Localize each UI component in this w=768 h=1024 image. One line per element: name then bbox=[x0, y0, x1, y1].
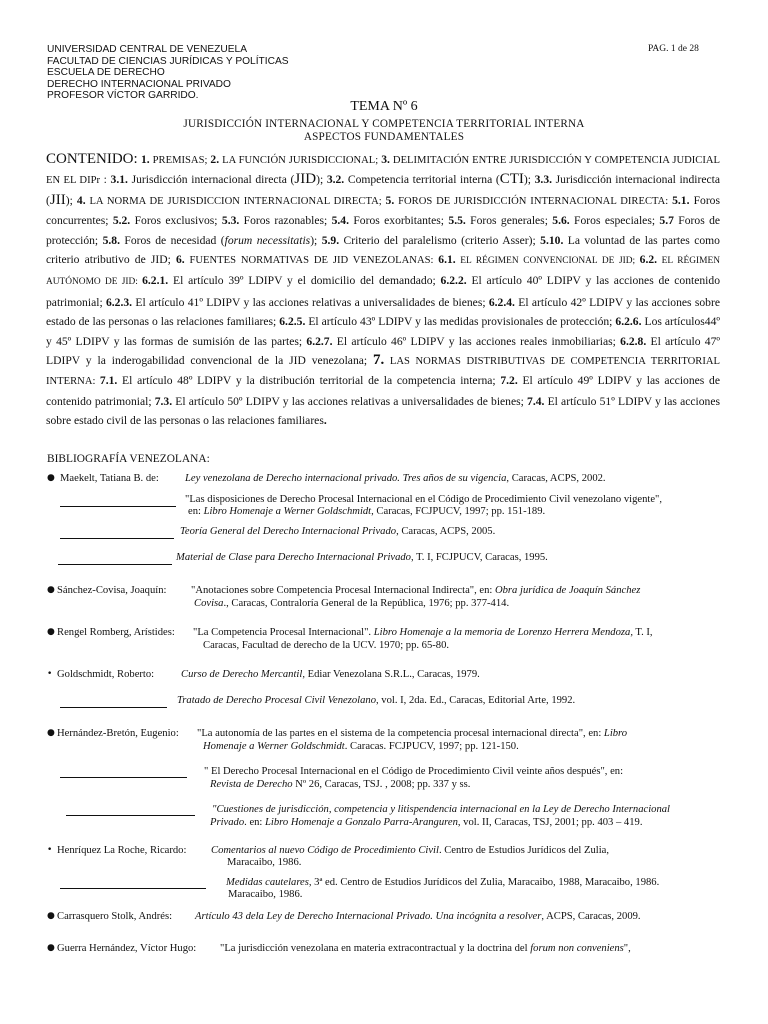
item-text: . bbox=[323, 414, 327, 428]
ditto-line bbox=[60, 707, 167, 708]
item-text: El artículo 39º LDIPV y el domicilio del demandado; bbox=[168, 274, 441, 288]
item-number: 5.9. bbox=[321, 233, 340, 247]
item-text: La voluntad de las partes como criterio atributivo de JID; bbox=[46, 233, 720, 267]
bullet-icon: ● bbox=[47, 911, 55, 921]
bib-title: forum non conveniens bbox=[530, 943, 624, 954]
item-text: ); bbox=[65, 193, 77, 207]
item-number: 6.2.5. bbox=[279, 315, 306, 329]
bullet-icon: ● bbox=[47, 943, 55, 953]
item-number: 4. bbox=[76, 193, 86, 207]
bib-details: "La jurisdicción venezolana en materia extracontractual y la doctrina del bbox=[220, 943, 531, 954]
bib-entry-line: Caracas, Facultad de derecho de la UCV. 1970; pp. 65-80. bbox=[203, 640, 450, 651]
item-text: El artículo 50º LDIPV y las acciones relativas a universalidades de bienes; bbox=[172, 394, 528, 408]
header-line: PROFESOR VÍCTOR GARRIDO. bbox=[47, 90, 199, 102]
item-text: Jurisdicción internacional indirecta ( bbox=[46, 173, 721, 207]
header-line: DERECHO INTERNACIONAL PRIVADO bbox=[47, 78, 231, 90]
item-number: 5.5. bbox=[448, 214, 466, 228]
header-line: ESCUELA DE DERECHO bbox=[47, 67, 165, 79]
bib-entry-line bbox=[193, 627, 653, 640]
bib-entry-line: " El Derecho Procesal Internacional en el Código de Procedimiento Civil veinte años después", en: bbox=[204, 766, 624, 777]
bib-entry-line bbox=[210, 817, 642, 830]
bib-title: Homenaje a Werner Goldschmidt bbox=[203, 741, 345, 752]
item-number: 3.1. bbox=[110, 173, 128, 187]
bib-details: T. I, bbox=[632, 627, 653, 638]
item-number: 5.1. bbox=[672, 193, 690, 207]
item-text: El artículo 40º LDIPV y las acciones de contenido patrimonial; bbox=[46, 274, 720, 309]
topic-subtitle: JURISDICCIÓN INTERNACIONAL Y COMPETENCIA TERRITORIAL INTERNA bbox=[183, 118, 585, 130]
page-number: PAG. 1 de 28 bbox=[648, 44, 699, 54]
item-number: 6. bbox=[175, 253, 185, 267]
contents-paragraph: CONTENIDO: 1. PREMISAS; 2. LA FUNCIÓN JURISDICCIONAL; 3. DELIMITACIÓN ENTRE JURISDICCIÓN Y COMPETENCIA JUDICIAL EN EL DIPr : 3.1. Jurisdicción internacional directa (JID); 3.2. Competencia territorial interna (CTI); 3.3. Jurisdicción internacional indirecta (JII); 4. LA NORMA DE JURISDICCION INTERNACIONAL DIRECTA; 5. FOROS DE JURISDICCIÓN INTERNACIONAL DIRECTA: 5.1. Foros concurrentes; 5.2. Foros exclusivos; 5.3. Foros razonables; 5.4. Foros exorbitantes; 5.5. Foros generales; 5.6. Foros especiales; 5.7 Foros de protección; 5.8. Foros de necesidad (forum necessitatis); 5.9. Criterio del paralelismo (criterio Asser); 5.10. La voluntad de las partes como criterio atributivo de JID; 6. FUENTES NORMATIVAS DE JID VENEZOLANAS: 6.1. EL RÉGIMEN CONVENCIONAL DE JID; 6.2. EL RÉGIMEN AUTÓNOMO DE JID: 6.2.1. El artículo 39º LDIPV y el domicilio del demandado; 6.2.2. El artículo 40º LDIPV y las acciones de contenido patrimonial; 6.2.3. El artículo 41º LDIPV y las acciones relativas a universalidades de bienes; 6.2.4. El artículo 42º LDIPV y las acciones sobre estado de las personas o las relaciones familiares; 6.2.5. El artículo 43º LDIPV y las medidas provisionales de protección; 6.2.6. Los artículos44º y 45º LDIPV y las formas de sumisión de las partes; 6.2.7. El artículo 46º LDIPV y las acciones reales inmobiliarias; 6.2.8. El artículo 47º LDIPV y la inderogabilidad convencional de la JID venezolana; 7. LAS NORMAS DISTRIBUTIVAS DE COMPETENCIA TERRITORIAL INTERNA: 7.1. El artículo 48º LDIPV y la distribución territorial de la competencia interna; 7.2. El artículo 49º LDIPV y las acciones de contenido patrimonial; 7.3. El artículo 50º LDIPV y las acciones relativas a universalidades de bienes; 7.4. El artículo 51º LDIPV y las acciones sobre estado civil de las personas o las relaciones familiares. bbox=[46, 151, 721, 428]
bib-title: Tratado de Derecho Procesal Civil Venezolano bbox=[177, 695, 376, 706]
bib-entry-line bbox=[194, 598, 509, 611]
item-acronym: JID bbox=[294, 171, 317, 188]
bib-title: Ley venezolana de Derecho internacional privado. Tres años de su vigencia bbox=[185, 473, 507, 484]
bib-title: Revista de Derecho bbox=[210, 779, 293, 790]
bib-details: "La autonomía de las partes en el sistema de la competencia procesal internacional directa", en: bbox=[197, 728, 604, 739]
header-line: UNIVERSIDAD CENTRAL DE VENEZUELA bbox=[47, 44, 248, 55]
item-number: 7.2. bbox=[500, 374, 518, 388]
item-text: : bbox=[100, 173, 111, 187]
bib-details: "La Competencia Procesal Internacional". bbox=[193, 627, 374, 638]
bib-entry-line bbox=[226, 877, 659, 890]
item-number: 3. bbox=[381, 153, 390, 166]
item-number: 1. bbox=[140, 153, 150, 166]
bullet-icon: ● bbox=[47, 627, 55, 637]
item-number: 7. bbox=[373, 352, 385, 369]
item-text: Foros razonables; bbox=[239, 214, 332, 228]
item-text: Foros concurrentes; bbox=[46, 193, 720, 228]
item-number: 6.1. bbox=[438, 253, 456, 267]
item-number: 5.2. bbox=[112, 214, 131, 228]
item-text: ); bbox=[523, 173, 535, 187]
item-number: 2. bbox=[210, 153, 220, 166]
bib-author: Hernández-Bretón, Eugenio: bbox=[57, 728, 179, 739]
bib-title: Libro Homenaje a Gonzalo Parra-Aranguren bbox=[265, 817, 458, 828]
ditto-line bbox=[60, 538, 174, 539]
bib-details: ", bbox=[623, 943, 631, 954]
item-text: El artículo 51º LDIPV y las acciones sobre estado civil de las personas o las relaciones familiares bbox=[46, 394, 721, 428]
bib-details: , vol. II, Caracas, TSJ, 2001; pp. 403 – 419. bbox=[457, 817, 643, 828]
bib-title: Libro Homenaje a Werner Goldschmidt bbox=[203, 506, 372, 517]
bib-title: Material de Clase para Derecho Internacional Privado bbox=[176, 552, 411, 563]
bib-entry-line bbox=[212, 804, 670, 817]
item-number: 6.2. bbox=[639, 253, 658, 267]
ditto-line bbox=[66, 815, 195, 816]
bullet-icon: ● bbox=[47, 473, 55, 483]
item-text: DELIMITACIÓN ENTRE JURISDICCIÓN Y COMPETENCIA JUDICIAL EN EL DIPr bbox=[46, 155, 720, 187]
bibliography-heading: BIBLIOGRAFÍA VENEZOLANA: bbox=[47, 453, 210, 465]
item-number: 6.2.3. bbox=[105, 295, 133, 309]
item-number: 5.4. bbox=[331, 214, 349, 228]
item-text: Criterio del paralelismo (criterio Asser); bbox=[339, 233, 541, 247]
bib-details: , Caracas, ACPS, 2002. bbox=[506, 473, 606, 484]
bib-details: , Caracas, FCJPUCV, 1997; pp. 151-189. bbox=[371, 506, 546, 517]
bib-entry-line: "Las disposiciones de Derecho Procesal Internacional en el Código de Procedimiento Civil venezolano vigente", bbox=[185, 494, 662, 505]
bib-title: Medidas cautelares, bbox=[226, 877, 312, 888]
item-text: Los artículos44º y 45º LDIPV y las formas de sumisión de las partes; bbox=[46, 315, 720, 348]
item-number: 5.3. bbox=[221, 214, 240, 228]
item-text: ); bbox=[310, 233, 322, 247]
bib-entry-line bbox=[203, 741, 519, 754]
header-line: FACULTAD DE CIENCIAS JURÍDICAS Y POLÍTICAS bbox=[47, 55, 289, 67]
bib-author: Maekelt, Tatiana B. de: bbox=[60, 473, 159, 484]
bib-entry bbox=[181, 669, 480, 682]
bib-author: Sánchez-Covisa, Joaquín: bbox=[57, 585, 167, 596]
item-number: 6.2.8. bbox=[620, 334, 647, 348]
ditto-line bbox=[58, 564, 172, 565]
item-number: 5. bbox=[385, 193, 395, 207]
ditto-line bbox=[60, 888, 206, 889]
bib-entry-line bbox=[220, 943, 631, 956]
bib-details: 3ª ed. Centro de Estudios Jurídicos del Zulia, Maracaibo, 1988, Maracaibo, 1986. bbox=[311, 877, 660, 888]
item-number: 3.2. bbox=[326, 173, 345, 187]
item-text: El artículo 43º LDIPV y las medidas provisionales de protección; bbox=[305, 315, 616, 329]
item-number: 5.8. bbox=[102, 233, 120, 247]
topic-title: TEMA Nº 6 bbox=[350, 99, 418, 114]
item-text: El artículo 48º LDIPV y la distribución territorial de la competencia interna; bbox=[117, 374, 501, 388]
bullet-icon: • bbox=[47, 845, 53, 855]
bib-entry bbox=[176, 552, 548, 565]
item-acronym: JII bbox=[49, 191, 66, 208]
bib-author: Guerra Hernández, Víctor Hugo: bbox=[57, 943, 197, 954]
item-text: EL RÉGIMEN AUTÓNOMO DE JID: bbox=[46, 256, 720, 288]
item-text: ); bbox=[316, 173, 327, 187]
item-number: 3.3. bbox=[534, 173, 553, 187]
bib-entry bbox=[195, 911, 641, 924]
bib-details: Nº 26, Caracas, TSJ. , 2008; pp. 337 y ss. bbox=[292, 779, 471, 790]
bib-entry-line bbox=[191, 585, 640, 598]
item-text: LAS NORMAS DISTRIBUTIVAS DE COMPETENCIA TERRITORIAL INTERNA: bbox=[46, 356, 720, 388]
bib-entry-line: Maracaibo, 1986. bbox=[227, 857, 302, 868]
item-acronym: CTI bbox=[499, 171, 524, 188]
bib-title: Privado bbox=[210, 817, 245, 828]
institution-header bbox=[47, 44, 289, 102]
bib-author: Carrasquero Stolk, Andrés: bbox=[57, 911, 173, 922]
item-number: 6.2.4. bbox=[488, 295, 515, 309]
item-number: 5.6. bbox=[552, 214, 570, 228]
bib-title: Obra jurídica de Joaquín Sánchez bbox=[494, 585, 641, 596]
bib-author: Rengel Romberg, Arístides: bbox=[57, 627, 175, 638]
item-text: Foros exorbitantes; bbox=[348, 214, 449, 228]
item-number: 7.3. bbox=[154, 394, 173, 408]
item-text: Foros de necesidad ( bbox=[119, 233, 225, 247]
contents-label: CONTENIDO bbox=[46, 151, 134, 167]
bib-details: , T. I, FCJPUCV, Caracas, 1995. bbox=[410, 552, 548, 563]
item-text: El artículo 41º LDIPV y las acciones relativas a universalidades de bienes; bbox=[132, 295, 489, 309]
bib-title: Curso de Derecho Mercantil bbox=[181, 669, 303, 680]
item-text: Foros generales; bbox=[465, 214, 553, 228]
bib-entry bbox=[185, 473, 606, 486]
bib-details: "Anotaciones sobre Competencia Procesal Internacional Indirecta", en: bbox=[191, 585, 495, 596]
item-text: FOROS DE JURISDICCIÓN INTERNACIONAL DIRECTA: bbox=[394, 195, 673, 207]
bib-details: , ACPS, Caracas, 2009. bbox=[541, 911, 641, 922]
bib-entry-line bbox=[211, 845, 609, 858]
item-text: Foros exclusivos; bbox=[130, 214, 222, 228]
item-text: LA NORMA DE JURISDICCION INTERNACIONAL DIRECTA; bbox=[85, 195, 386, 207]
item-text: El artículo 46º LDIPV y las acciones reales inmobiliarias; bbox=[332, 334, 621, 348]
item-number: 7.1. bbox=[99, 374, 118, 388]
bib-details: ., Caracas, Contraloría General de la República, 1976; pp. 377-414. bbox=[223, 598, 510, 609]
item-number: 6.2.7. bbox=[306, 334, 333, 348]
item-text: EL RÉGIMEN CONVENCIONAL DE JID; bbox=[455, 256, 640, 267]
bib-details: , Ediar Venezolana S.R.L., Caracas, 1979. bbox=[302, 669, 480, 680]
bib-details: , Caracas, ACPS, 2005. bbox=[396, 526, 496, 537]
item-number: 6.2.2. bbox=[440, 274, 467, 288]
bib-entry-line bbox=[197, 728, 627, 741]
item-text: El artículo 47º LDIPV y la inderogabilidad convencional de la JID venezolana; bbox=[46, 334, 720, 368]
bib-entry-line bbox=[188, 506, 545, 519]
topic-subtitle-2: ASPECTOS FUNDAMENTALES bbox=[303, 131, 465, 143]
bib-entry bbox=[177, 695, 575, 708]
bib-entry-line bbox=[210, 779, 470, 792]
bib-details: . Centro de Estudios Jurídicos del Zulia, bbox=[438, 845, 610, 856]
bib-title: Comentarios al nuevo Código de Procedimiento Civil bbox=[211, 845, 439, 856]
item-latin: forum necessitatis bbox=[224, 233, 311, 247]
bib-details: . Caracas. FCJPUCV, 1997; pp. 121-150. bbox=[344, 741, 519, 752]
item-number: 6.2.1. bbox=[142, 274, 169, 288]
bib-details: en: bbox=[188, 506, 204, 517]
item-number: 7.4. bbox=[527, 394, 545, 408]
bib-title: "Cuestiones de jurisdicción, competencia y litispendencia internacional en la Ley de Derecho Internacional bbox=[212, 804, 671, 815]
bib-title: Artículo 43 dela Ley de Derecho Internacional Privado. Una incógnita a resolver bbox=[195, 911, 542, 922]
bib-title: Libro Homenaje a la memoria de Lorenzo Herrera Mendoza, bbox=[373, 627, 633, 638]
item-text: El artículo 49º LDIPV y las acciones de contenido patrimonial; bbox=[46, 374, 720, 408]
ditto-line bbox=[60, 777, 187, 778]
bib-entry-line: Maracaibo, 1986. bbox=[228, 889, 303, 900]
bib-title: Teoría General del Derecho Internacional Privado bbox=[180, 526, 397, 537]
bib-details: . en: bbox=[244, 817, 266, 828]
item-text: Foros especiales; bbox=[569, 214, 660, 228]
bullet-icon: ● bbox=[47, 585, 55, 595]
item-number: 5.7 bbox=[659, 214, 674, 228]
bib-title: Libro bbox=[603, 728, 628, 739]
item-text: El artículo 42º LDIPV y las acciones sobre estado de las personas o las relaciones familiares; bbox=[46, 295, 720, 329]
bib-entry bbox=[180, 526, 495, 539]
item-text: LA FUNCIÓN JURISDICCIONAL; bbox=[219, 155, 382, 166]
item-text: Jurisdicción internacional directa ( bbox=[127, 173, 295, 187]
item-text: FUENTES NORMATIVAS DE JID VENEZOLANAS: bbox=[184, 255, 439, 267]
item-number: 6.2.6. bbox=[615, 315, 642, 329]
item-text: Competencia territorial interna ( bbox=[344, 173, 500, 187]
item-number: 5.10. bbox=[540, 233, 564, 247]
bib-author: Henríquez La Roche, Ricardo: bbox=[57, 845, 187, 856]
bib-details: , vol. I, 2da. Ed., Caracas, Editorial Arte, 1992. bbox=[376, 695, 576, 706]
bib-author: Goldschmidt, Roberto: bbox=[57, 669, 155, 680]
ditto-line bbox=[60, 506, 176, 507]
item-text: Foros de protección; bbox=[46, 214, 721, 247]
bullet-icon: ● bbox=[47, 728, 55, 738]
bullet-icon: • bbox=[47, 669, 53, 679]
item-text: PREMISAS; bbox=[149, 155, 211, 166]
bib-title: Covisa bbox=[194, 598, 224, 609]
